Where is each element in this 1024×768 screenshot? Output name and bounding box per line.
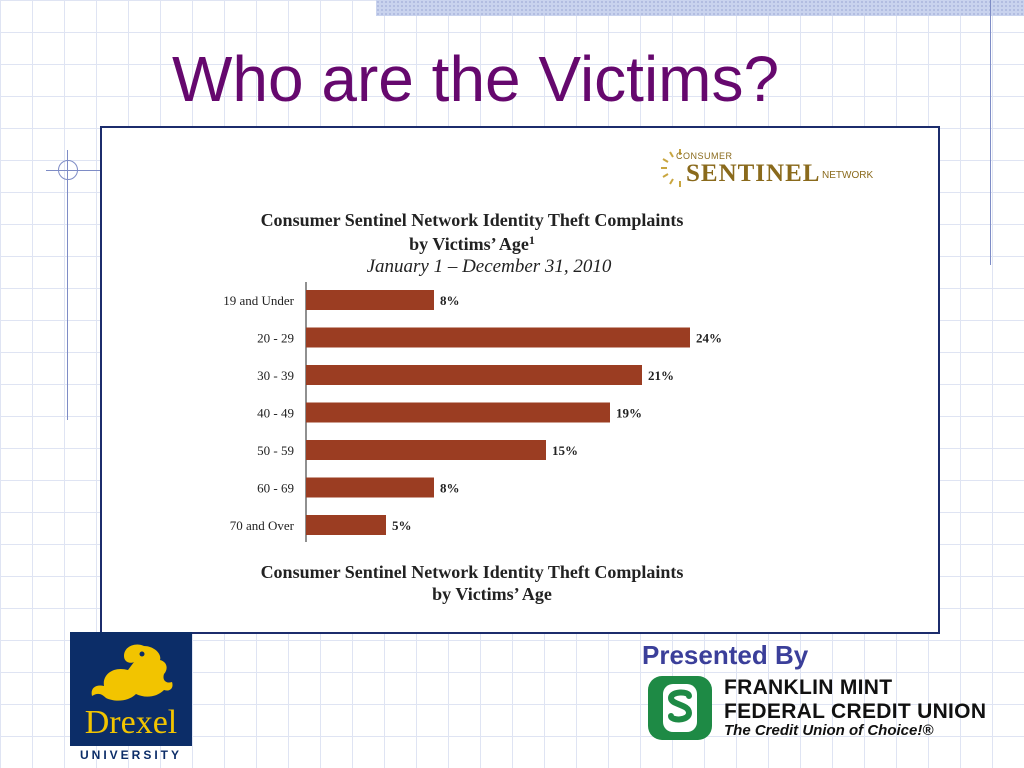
- bar-value-label: 8%: [440, 293, 460, 308]
- chart-title-line2: by Victims’ Age: [409, 234, 529, 254]
- drexel-wordmark: Drexel: [84, 704, 178, 741]
- bar-value-label: 21%: [648, 368, 674, 383]
- bar-value-label: 5%: [392, 518, 412, 533]
- bar-value-label: 8%: [440, 480, 460, 496]
- bar-value-label: 19%: [616, 405, 642, 421]
- franklin-mint-name: FRANKLIN MINT: [724, 676, 893, 699]
- sentinel-logo-sentinel: SENTINEL: [686, 160, 821, 187]
- franklin-mint-name-line2: FEDERAL CREDIT UNION: [724, 700, 987, 723]
- bar: [306, 478, 434, 498]
- bar-value-label: 24%: [696, 330, 722, 346]
- bar-value-label: 15%: [552, 443, 578, 458]
- chart-title-superscript: 1: [528, 233, 535, 247]
- sentinel-logo-consumer: CONSUMER: [676, 151, 733, 161]
- decorative-line-right: [990, 0, 991, 265]
- presented-by-text: Presented By: [642, 640, 809, 670]
- category-label: 50 - 59: [257, 443, 294, 458]
- drexel-university-logo: [70, 632, 192, 768]
- category-label: 40 - 49: [257, 405, 294, 421]
- category-label: 20 - 29: [257, 330, 294, 346]
- drexel-logo-box: [70, 632, 192, 746]
- category-label: 19 and Under: [223, 293, 294, 308]
- franklin-mint-s-icon: [646, 674, 714, 742]
- bar: [306, 328, 690, 348]
- chart-caption-line1: Consumer Sentinel Network Identity Theft Complaints: [260, 562, 684, 582]
- chart-title-line2-group: [409, 233, 535, 254]
- franklin-mint-tagline: The Credit Union of Choice!®: [724, 722, 934, 739]
- chart-panel: [100, 126, 940, 634]
- category-label: 30 - 39: [257, 368, 294, 383]
- chart-subtitle: January 1 – December 31, 2010: [366, 256, 612, 277]
- bar: [306, 290, 434, 310]
- slide-title: Who are the Victims?: [172, 43, 780, 115]
- bars-group: [223, 290, 722, 535]
- chart-caption-line2: by Victims’ Age: [432, 584, 552, 604]
- decorative-circle: [58, 160, 78, 180]
- bar-chart: [102, 128, 938, 632]
- bar: [306, 440, 546, 460]
- bar: [306, 515, 386, 535]
- bar: [306, 403, 610, 423]
- franklin-mint-logo: [646, 674, 986, 746]
- chart-title-line1: Consumer Sentinel Network Identity Theft Complaints: [260, 210, 684, 230]
- drexel-university-text: UNIVERSITY: [79, 748, 182, 762]
- category-label: 70 and Over: [229, 518, 294, 533]
- decorative-line-left: [67, 150, 68, 420]
- bar: [306, 365, 642, 385]
- sentinel-logo-network: NETWORK: [822, 170, 874, 181]
- dragon-icon: [84, 640, 178, 708]
- category-label: 60 - 69: [257, 480, 294, 496]
- top-decorative-band: [376, 0, 1024, 16]
